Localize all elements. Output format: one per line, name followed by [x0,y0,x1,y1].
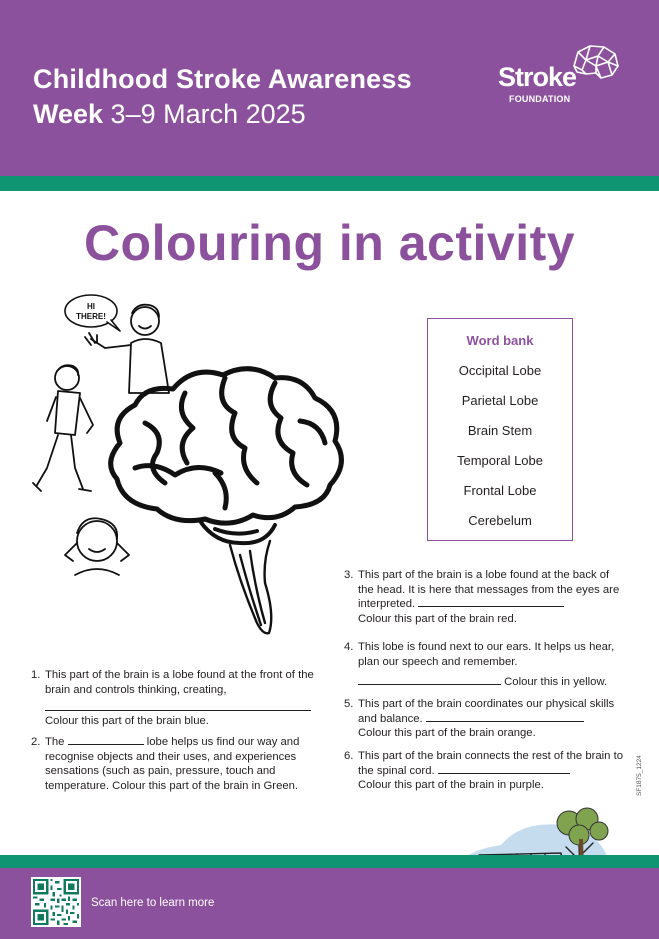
question-instruction: Colour this part of the brain orange. [358,727,536,740]
page-title-line1: Childhood Stroke Awareness [33,64,412,94]
question-instruction: Colour this part of the brain red. [358,612,517,625]
word-bank-item: Brain Stem [467,423,533,438]
stroke-foundation-logo [498,44,623,110]
answer-blank[interactable] [426,712,584,722]
question-number: 5. [344,698,354,710]
question-number: 6. [344,750,354,762]
answer-blank[interactable] [418,597,564,607]
header-green-stripe [0,176,659,191]
title-dates: 3–9 March 2025 [103,99,306,129]
brain-outline [111,369,342,523]
speech-bubble-text: HI [87,302,95,311]
question-2 [31,735,309,793]
qr-code-icon [33,879,79,925]
answer-blank[interactable] [438,764,570,774]
question-text: This part of the brain is a lobe found at the back of the head. It is here that messages from the eyes are interpreted. [358,569,620,611]
brain-stem [230,541,271,633]
word-bank-item: Occipital Lobe [458,363,542,378]
question-number: 3. [344,569,354,581]
logo-subtext: FOUNDATION [509,94,571,104]
footer-green-stripe [0,855,659,868]
answer-blank[interactable] [45,697,311,711]
question-3 [344,568,628,626]
question-text-start: The [45,736,65,748]
header-banner [0,0,659,176]
page-title-line2 [33,99,306,130]
word-bank-item: Frontal Lobe [463,483,537,498]
speech-bubble [65,295,120,331]
question-number: 1. [31,669,41,681]
scan-instruction: Scan here to learn more [91,897,215,909]
svg-text:THERE!: THERE! [76,312,106,321]
boy-walking [33,365,93,491]
question-4 [344,640,628,690]
question-1 [31,668,315,729]
question-text: This part of the brain connects the rest of the brain to the spinal cord. [358,750,623,777]
logo-wordmark: Stroke [498,62,577,92]
question-number: 4. [344,641,354,653]
question-text: lobe helps us find our way and recognise objects and their uses, and experiences sensations (such as pain, pressure, touch and temperature. Colour this part of the brain in Green. [45,736,300,792]
girl [65,518,129,575]
answer-blank[interactable] [68,735,144,745]
word-bank [427,318,573,541]
cerebellum [200,521,275,543]
main-title: Colouring in activity [83,215,576,271]
word-bank-item: Cerebelum [468,513,532,528]
question-6 [344,749,630,793]
qr-code[interactable] [31,877,81,927]
question-instruction: Colour this in yellow. [501,676,608,689]
question-instruction: Colour this part of the brain in purple. [358,779,544,792]
question-text: This part of the brain coordinates our physical skills and balance. [358,698,615,725]
word-bank-item: Parietal Lobe [461,393,539,408]
question-text: This lobe is found next to our ears. It helps us hear, plan our speech and remember. [358,641,615,668]
title-week: Week [33,99,104,129]
question-number: 2. [31,736,41,748]
question-5 [344,697,628,741]
question-instruction: Colour this part of the brain blue. [45,715,209,728]
brain-illustration [25,293,345,638]
question-text: This part of the brain is a lobe found at the front of the brain and controls thinking, creating, [45,669,314,696]
word-bank-title: Word bank [466,333,534,348]
document-code: SF1875_1224 [636,755,643,796]
word-bank-item: Temporal Lobe [457,453,543,468]
answer-blank[interactable] [358,675,501,685]
